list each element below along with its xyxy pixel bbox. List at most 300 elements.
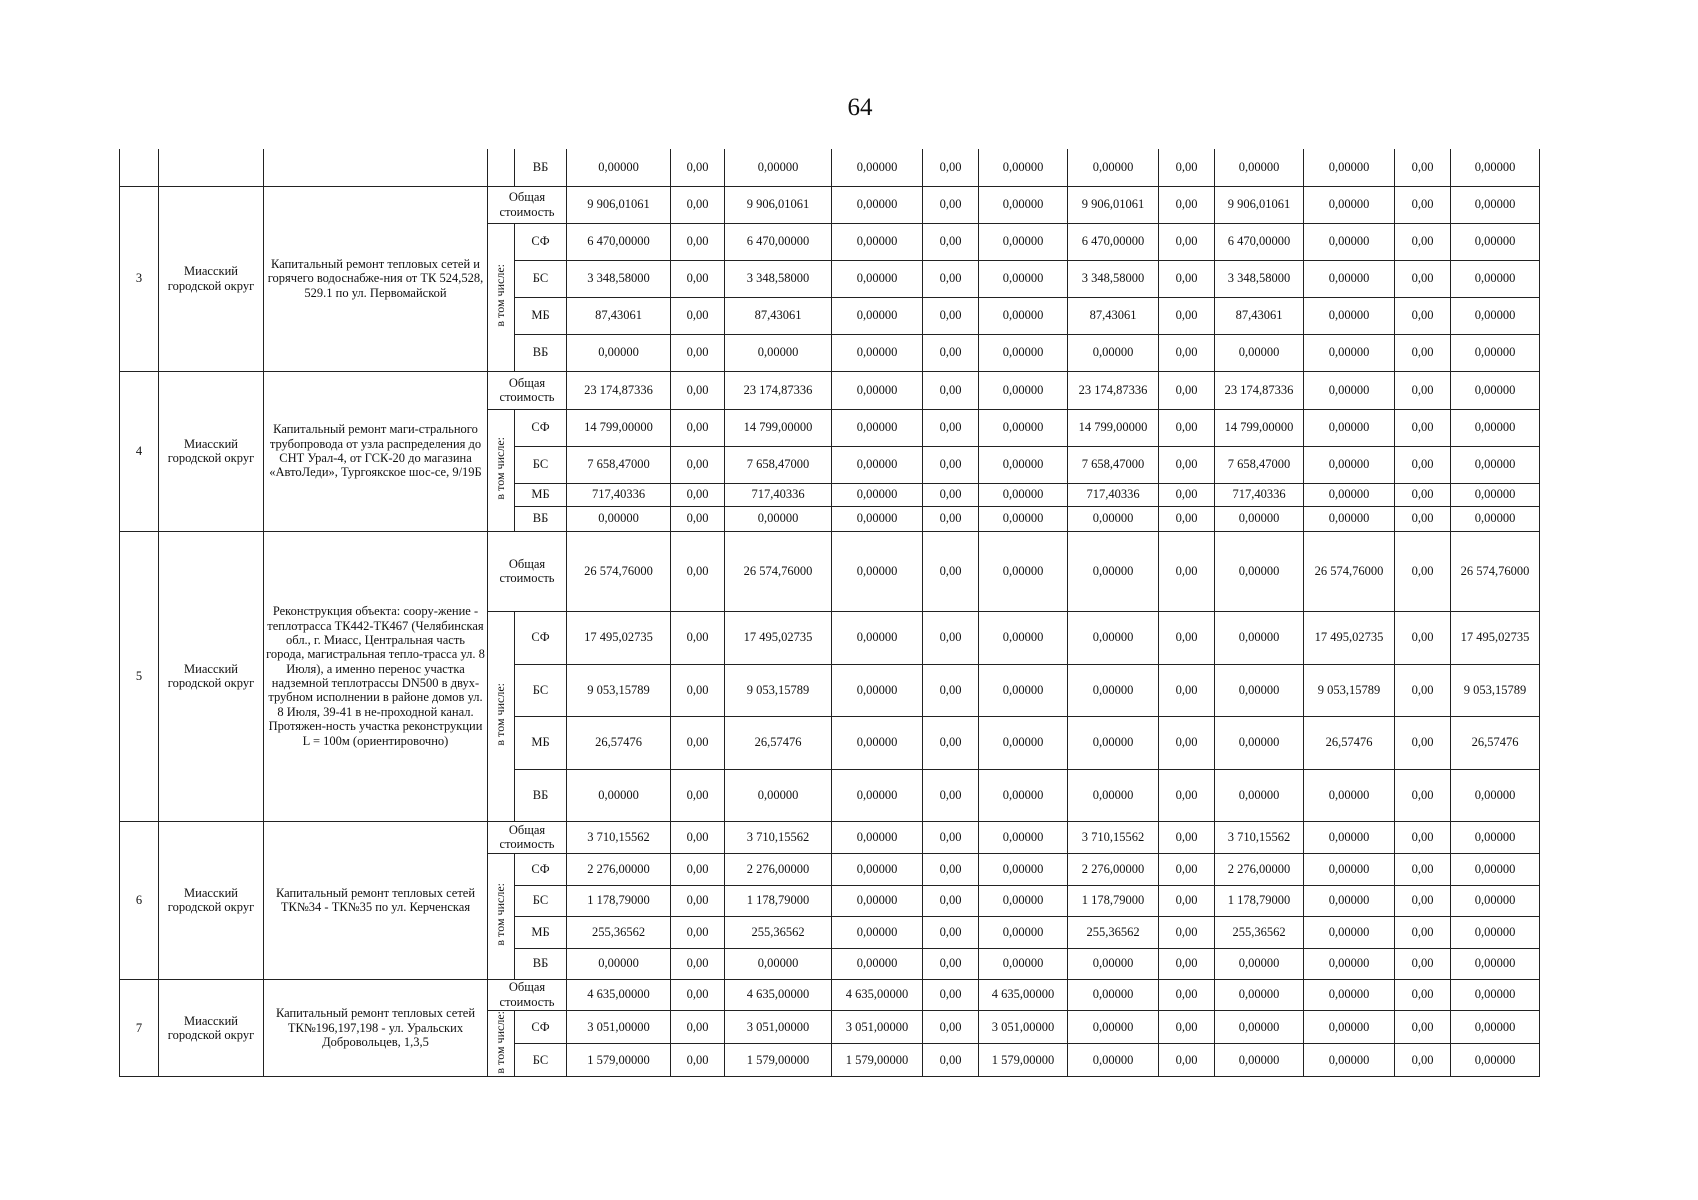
value-cell: 0,00000 <box>1068 506 1159 531</box>
value-cell: 0,00 <box>1159 334 1215 371</box>
value-cell: 0,00 <box>923 506 979 531</box>
value-cell: 0,00000 <box>1304 409 1395 446</box>
value-cell: 0,00 <box>1159 409 1215 446</box>
value-cell: 3 348,58000 <box>725 260 832 297</box>
total-cost-label: Общая стоимость <box>488 821 567 853</box>
value-cell: 0,00 <box>1159 371 1215 409</box>
value-cell: 0,00000 <box>1068 1043 1159 1076</box>
value-cell: 0,00 <box>671 853 725 885</box>
value-cell: 0,00 <box>923 853 979 885</box>
value-cell: 0,00000 <box>979 149 1068 186</box>
value-cell: 4 635,00000 <box>725 979 832 1010</box>
value-cell: 0,00 <box>923 446 979 483</box>
value-cell: 0,00 <box>671 223 725 260</box>
value-cell: 6 470,00000 <box>567 223 671 260</box>
value-cell: 0,00000 <box>1068 149 1159 186</box>
value-cell: 1 579,00000 <box>832 1043 923 1076</box>
including-text: в том числе: <box>493 883 508 946</box>
project-total-row <box>120 531 1540 611</box>
row-number: 6 <box>120 821 159 979</box>
value-cell: 0,00000 <box>979 260 1068 297</box>
value-cell: 0,00000 <box>979 297 1068 334</box>
value-cell: 3 051,00000 <box>567 1010 671 1043</box>
value-cell: 0,00000 <box>567 948 671 979</box>
including-label <box>488 1010 515 1077</box>
value-cell: 0,00 <box>1395 853 1451 885</box>
value-cell: 0,00000 <box>567 334 671 371</box>
value-cell: 0,00000 <box>979 716 1068 769</box>
funding-type: ВБ <box>515 334 567 371</box>
value-cell: 0,00000 <box>832 409 923 446</box>
value-cell: 0,00000 <box>832 260 923 297</box>
value-cell: 0,00000 <box>1304 1043 1395 1076</box>
value-cell: 0,00000 <box>567 769 671 821</box>
funding-type: БС <box>515 446 567 483</box>
funding-type: ВБ <box>515 149 567 186</box>
value-cell: 0,00000 <box>979 483 1068 506</box>
value-cell: 17 495,02735 <box>725 611 832 664</box>
value-cell: 0,00 <box>1159 664 1215 716</box>
continuation-row <box>120 149 1540 186</box>
funding-type: СФ <box>515 611 567 664</box>
value-cell: 0,00000 <box>1451 979 1540 1010</box>
value-cell: 0,00 <box>923 371 979 409</box>
value-cell: 9 053,15789 <box>567 664 671 716</box>
value-cell: 3 348,58000 <box>1215 260 1304 297</box>
value-cell: 0,00000 <box>1068 1010 1159 1043</box>
value-cell: 0,00000 <box>1451 409 1540 446</box>
value-cell: 0,00000 <box>832 916 923 948</box>
value-cell: 87,43061 <box>1215 297 1304 334</box>
value-cell: 717,40336 <box>1215 483 1304 506</box>
value-cell: 9 906,01061 <box>1068 186 1159 223</box>
value-cell: 6 470,00000 <box>1215 223 1304 260</box>
value-cell: 26,57476 <box>1451 716 1540 769</box>
value-cell: 0,00 <box>1395 531 1451 611</box>
value-cell: 87,43061 <box>567 297 671 334</box>
value-cell: 0,00000 <box>979 948 1068 979</box>
value-cell: 0,00 <box>1395 716 1451 769</box>
funding-type: МБ <box>515 483 567 506</box>
value-cell: 0,00000 <box>1304 821 1395 853</box>
value-cell: 0,00000 <box>979 506 1068 531</box>
value-cell: 3 051,00000 <box>832 1010 923 1043</box>
value-cell: 0,00 <box>923 149 979 186</box>
value-cell: 0,00000 <box>832 885 923 916</box>
value-cell: 0,00 <box>1395 371 1451 409</box>
value-cell: 0,00 <box>1395 664 1451 716</box>
value-cell: 1 178,79000 <box>1068 885 1159 916</box>
value-cell: 0,00000 <box>725 769 832 821</box>
value-cell: 0,00000 <box>1068 531 1159 611</box>
value-cell: 0,00 <box>671 611 725 664</box>
value-cell: 0,00000 <box>832 664 923 716</box>
including-label <box>488 853 515 979</box>
funding-type: МБ <box>515 716 567 769</box>
value-cell: 14 799,00000 <box>725 409 832 446</box>
value-cell: 4 635,00000 <box>567 979 671 1010</box>
value-cell: 0,00 <box>671 769 725 821</box>
value-cell: 0,00 <box>923 186 979 223</box>
including-text: в том числе: <box>493 264 508 327</box>
value-cell: 0,00 <box>1159 821 1215 853</box>
value-cell: 0,00 <box>1159 853 1215 885</box>
value-cell: 87,43061 <box>1068 297 1159 334</box>
project-total-row <box>120 821 1540 853</box>
value-cell: 0,00 <box>1395 483 1451 506</box>
value-cell: 0,00 <box>923 769 979 821</box>
value-cell: 0,00000 <box>979 531 1068 611</box>
value-cell: 0,00 <box>671 483 725 506</box>
value-cell: 2 276,00000 <box>1068 853 1159 885</box>
value-cell: 0,00000 <box>1304 260 1395 297</box>
value-cell: 0,00 <box>923 979 979 1010</box>
including-label <box>488 611 515 821</box>
value-cell: 0,00000 <box>979 409 1068 446</box>
value-cell: 0,00 <box>671 1043 725 1076</box>
value-cell: 4 635,00000 <box>832 979 923 1010</box>
value-cell: 0,00000 <box>832 371 923 409</box>
value-cell: 0,00000 <box>832 716 923 769</box>
value-cell: 0,00000 <box>1451 821 1540 853</box>
project-total-row <box>120 186 1540 223</box>
funding-type: БС <box>515 885 567 916</box>
row-number: 4 <box>120 371 159 531</box>
value-cell: 0,00 <box>671 260 725 297</box>
funding-type: СФ <box>515 1010 567 1043</box>
value-cell: 0,00000 <box>832 186 923 223</box>
value-cell: 0,00 <box>923 223 979 260</box>
value-cell: 0,00000 <box>1215 979 1304 1010</box>
project-description: Капитальный ремонт тепловых сетей и горячего водоснабже-ния от ТК 524,528, 529.1 по ул. Первомайской <box>264 186 488 371</box>
value-cell: 0,00000 <box>1304 149 1395 186</box>
value-cell: 0,00 <box>923 885 979 916</box>
value-cell: 0,00000 <box>832 446 923 483</box>
value-cell: 0,00 <box>1395 1010 1451 1043</box>
funding-type: СФ <box>515 853 567 885</box>
value-cell: 0,00 <box>1395 885 1451 916</box>
value-cell: 3 710,15562 <box>725 821 832 853</box>
value-cell: 717,40336 <box>1068 483 1159 506</box>
value-cell: 0,00 <box>923 716 979 769</box>
value-cell: 0,00000 <box>1451 297 1540 334</box>
value-cell: 0,00000 <box>1215 149 1304 186</box>
project-description: Реконструкция объекта: соору-жение - теплотрасса ТК442-ТК467 (Челябинская обл., г. Миасс, Центральная часть города, магистральная тепло-трасса ул. 8 Июля), а именно перенос участка надземной теплотрассы DN500 в двух-трубном исполнении в районе домов ул. 8 Июля, 39-41 в не-проходной канал. Протяжен-ность участка реконструкции L = 100м (ориентировочно) <box>264 531 488 821</box>
funding-type: МБ <box>515 916 567 948</box>
value-cell: 0,00000 <box>832 483 923 506</box>
funding-type: БС <box>515 260 567 297</box>
including-text: в том числе: <box>493 1010 508 1074</box>
value-cell: 0,00000 <box>1068 769 1159 821</box>
value-cell: 17 495,02735 <box>1304 611 1395 664</box>
value-cell: 0,00000 <box>1451 371 1540 409</box>
value-cell: 255,36562 <box>725 916 832 948</box>
value-cell: 9 906,01061 <box>725 186 832 223</box>
funding-type: МБ <box>515 297 567 334</box>
total-cost-label: Общая стоимость <box>488 186 567 223</box>
value-cell: 23 174,87336 <box>1215 371 1304 409</box>
including-label <box>488 409 515 531</box>
value-cell: 0,00000 <box>1215 1043 1304 1076</box>
value-cell: 0,00 <box>1395 769 1451 821</box>
value-cell: 0,00 <box>923 948 979 979</box>
value-cell: 0,00 <box>1159 1010 1215 1043</box>
project-description: Капитальный ремонт маги-стрального трубопровода от узла распределения до СНТ Урал-4, от ГСК-20 до магазина «АвтоЛеди», Тургоякское шос-се, 9/19Б <box>264 371 488 531</box>
value-cell: 0,00000 <box>979 769 1068 821</box>
value-cell: 0,00 <box>1395 821 1451 853</box>
value-cell: 0,00 <box>1395 611 1451 664</box>
value-cell: 0,00000 <box>979 853 1068 885</box>
value-cell: 0,00 <box>671 334 725 371</box>
value-cell: 0,00 <box>671 885 725 916</box>
value-cell: 1 579,00000 <box>979 1043 1068 1076</box>
value-cell: 0,00000 <box>1068 664 1159 716</box>
value-cell: 0,00 <box>1395 149 1451 186</box>
value-cell: 0,00 <box>1159 446 1215 483</box>
value-cell: 0,00000 <box>1068 611 1159 664</box>
value-cell: 26,57476 <box>1304 716 1395 769</box>
value-cell: 1 178,79000 <box>1215 885 1304 916</box>
value-cell: 0,00000 <box>1451 483 1540 506</box>
value-cell: 0,00 <box>671 446 725 483</box>
value-cell: 14 799,00000 <box>1215 409 1304 446</box>
value-cell: 0,00000 <box>1068 948 1159 979</box>
funding-type: ВБ <box>515 769 567 821</box>
value-cell: 0,00 <box>1159 260 1215 297</box>
value-cell: 9 053,15789 <box>1304 664 1395 716</box>
value-cell: 0,00 <box>1159 506 1215 531</box>
value-cell: 0,00000 <box>832 948 923 979</box>
value-cell: 0,00 <box>671 186 725 223</box>
value-cell: 0,00 <box>923 334 979 371</box>
value-cell: 0,00000 <box>1215 531 1304 611</box>
value-cell: 0,00000 <box>979 334 1068 371</box>
value-cell: 0,00000 <box>832 506 923 531</box>
value-cell: 3 710,15562 <box>1068 821 1159 853</box>
value-cell: 0,00 <box>1395 223 1451 260</box>
value-cell: 9 053,15789 <box>725 664 832 716</box>
value-cell: 7 658,47000 <box>567 446 671 483</box>
value-cell: 0,00000 <box>1451 948 1540 979</box>
value-cell: 0,00 <box>923 531 979 611</box>
funding-type: СФ <box>515 223 567 260</box>
value-cell: 0,00000 <box>1068 334 1159 371</box>
value-cell: 17 495,02735 <box>567 611 671 664</box>
value-cell: 0,00 <box>923 916 979 948</box>
value-cell: 0,00000 <box>1068 716 1159 769</box>
value-cell: 255,36562 <box>1215 916 1304 948</box>
value-cell: 0,00000 <box>1451 149 1540 186</box>
value-cell: 0,00 <box>671 409 725 446</box>
value-cell: 0,00000 <box>725 334 832 371</box>
value-cell: 0,00 <box>923 821 979 853</box>
funding-type: БС <box>515 664 567 716</box>
value-cell: 0,00000 <box>979 611 1068 664</box>
funding-type: БС <box>515 1043 567 1076</box>
value-cell: 255,36562 <box>567 916 671 948</box>
value-cell: 0,00000 <box>725 506 832 531</box>
value-cell: 0,00000 <box>1215 664 1304 716</box>
row-number: 7 <box>120 979 159 1077</box>
value-cell: 0,00 <box>1395 979 1451 1010</box>
value-cell: 0,00 <box>1395 1043 1451 1076</box>
funding-type: ВБ <box>515 948 567 979</box>
district-name: Миасский городской округ <box>159 371 264 531</box>
value-cell: 1 178,79000 <box>725 885 832 916</box>
value-cell: 7 658,47000 <box>725 446 832 483</box>
district-name: Миасский городской округ <box>159 531 264 821</box>
value-cell: 0,00 <box>671 979 725 1010</box>
value-cell: 0,00000 <box>832 769 923 821</box>
value-cell: 0,00 <box>671 1010 725 1043</box>
value-cell: 0,00 <box>923 1010 979 1043</box>
value-cell: 26 574,76000 <box>1451 531 1540 611</box>
value-cell: 0,00000 <box>832 853 923 885</box>
value-cell: 0,00 <box>1395 446 1451 483</box>
value-cell: 26 574,76000 <box>725 531 832 611</box>
value-cell: 0,00 <box>1395 948 1451 979</box>
value-cell: 0,00 <box>923 611 979 664</box>
value-cell: 0,00 <box>1395 409 1451 446</box>
value-cell: 0,00 <box>1159 611 1215 664</box>
value-cell: 7 658,47000 <box>1068 446 1159 483</box>
value-cell: 0,00 <box>671 531 725 611</box>
value-cell: 0,00000 <box>1451 916 1540 948</box>
value-cell: 0,00000 <box>832 149 923 186</box>
value-cell: 26,57476 <box>567 716 671 769</box>
value-cell: 0,00000 <box>1451 186 1540 223</box>
value-cell: 0,00000 <box>1304 186 1395 223</box>
value-cell: 0,00 <box>671 664 725 716</box>
value-cell: 0,00 <box>1159 297 1215 334</box>
value-cell: 0,00000 <box>1451 1043 1540 1076</box>
value-cell: 0,00 <box>1395 297 1451 334</box>
project-total-row <box>120 979 1540 1010</box>
value-cell: 0,00000 <box>1304 334 1395 371</box>
value-cell: 0,00000 <box>1304 769 1395 821</box>
value-cell: 3 051,00000 <box>725 1010 832 1043</box>
value-cell: 0,00 <box>671 506 725 531</box>
value-cell: 3 710,15562 <box>567 821 671 853</box>
value-cell: 0,00000 <box>1215 1010 1304 1043</box>
funding-type: ВБ <box>515 506 567 531</box>
value-cell: 7 658,47000 <box>1215 446 1304 483</box>
district-name: Миасский городской округ <box>159 186 264 371</box>
value-cell: 0,00000 <box>1451 885 1540 916</box>
value-cell: 0,00000 <box>1304 297 1395 334</box>
value-cell: 0,00000 <box>832 611 923 664</box>
value-cell: 0,00000 <box>1304 979 1395 1010</box>
value-cell: 0,00000 <box>1451 1010 1540 1043</box>
value-cell: 0,00 <box>923 1043 979 1076</box>
empty-cell <box>120 149 159 186</box>
value-cell: 0,00 <box>1159 223 1215 260</box>
budget-table <box>119 149 1540 1077</box>
value-cell: 0,00 <box>1395 916 1451 948</box>
district-name: Миасский городской округ <box>159 979 264 1077</box>
value-cell: 0,00000 <box>979 371 1068 409</box>
value-cell: 0,00000 <box>1451 506 1540 531</box>
empty-cell <box>264 149 488 186</box>
value-cell: 717,40336 <box>725 483 832 506</box>
value-cell: 0,00000 <box>567 506 671 531</box>
value-cell: 0,00 <box>671 716 725 769</box>
value-cell: 3 051,00000 <box>979 1010 1068 1043</box>
including-text: в том числе: <box>493 683 508 746</box>
value-cell: 0,00000 <box>832 297 923 334</box>
total-cost-label: Общая стоимость <box>488 371 567 409</box>
value-cell: 0,00 <box>671 821 725 853</box>
value-cell: 0,00000 <box>1068 979 1159 1010</box>
value-cell: 0,00 <box>1159 916 1215 948</box>
value-cell: 1 579,00000 <box>725 1043 832 1076</box>
value-cell: 0,00 <box>671 948 725 979</box>
value-cell: 0,00000 <box>979 664 1068 716</box>
value-cell: 0,00 <box>671 916 725 948</box>
value-cell: 0,00 <box>1159 716 1215 769</box>
including-label <box>488 223 515 371</box>
value-cell: 87,43061 <box>725 297 832 334</box>
value-cell: 0,00000 <box>979 446 1068 483</box>
value-cell: 23 174,87336 <box>725 371 832 409</box>
value-cell: 2 276,00000 <box>567 853 671 885</box>
value-cell: 0,00 <box>923 409 979 446</box>
value-cell: 0,00000 <box>1451 334 1540 371</box>
value-cell: 17 495,02735 <box>1451 611 1540 664</box>
value-cell: 26 574,76000 <box>1304 531 1395 611</box>
value-cell: 0,00000 <box>1215 948 1304 979</box>
value-cell: 0,00 <box>1159 948 1215 979</box>
empty-cell <box>159 149 264 186</box>
value-cell: 0,00000 <box>1304 223 1395 260</box>
value-cell: 0,00000 <box>1451 223 1540 260</box>
value-cell: 0,00000 <box>1215 334 1304 371</box>
value-cell: 0,00 <box>671 149 725 186</box>
value-cell: 0,00 <box>1159 483 1215 506</box>
value-cell: 9 906,01061 <box>1215 186 1304 223</box>
value-cell: 0,00000 <box>1304 446 1395 483</box>
value-cell: 0,00000 <box>979 916 1068 948</box>
value-cell: 0,00 <box>671 297 725 334</box>
value-cell: 0,00000 <box>725 149 832 186</box>
value-cell: 26,57476 <box>725 716 832 769</box>
row-number: 5 <box>120 531 159 821</box>
value-cell: 26 574,76000 <box>567 531 671 611</box>
value-cell: 0,00000 <box>1304 483 1395 506</box>
value-cell: 2 276,00000 <box>725 853 832 885</box>
value-cell: 0,00 <box>1159 531 1215 611</box>
value-cell: 0,00 <box>1395 334 1451 371</box>
value-cell: 0,00000 <box>1215 506 1304 531</box>
value-cell: 0,00 <box>923 664 979 716</box>
value-cell: 0,00 <box>1159 186 1215 223</box>
value-cell: 0,00 <box>1395 186 1451 223</box>
value-cell: 0,00000 <box>1304 371 1395 409</box>
value-cell: 6 470,00000 <box>1068 223 1159 260</box>
value-cell: 0,00 <box>1159 769 1215 821</box>
value-cell: 0,00000 <box>1215 716 1304 769</box>
value-cell: 0,00 <box>1395 260 1451 297</box>
value-cell: 0,00000 <box>1451 446 1540 483</box>
funding-type: СФ <box>515 409 567 446</box>
value-cell: 0,00000 <box>1304 506 1395 531</box>
value-cell: 9 906,01061 <box>567 186 671 223</box>
total-cost-label: Общая стоимость <box>488 979 567 1010</box>
value-cell: 0,00000 <box>1304 1010 1395 1043</box>
table-body <box>120 149 1540 1077</box>
value-cell: 0,00000 <box>1215 611 1304 664</box>
value-cell: 0,00 <box>923 483 979 506</box>
